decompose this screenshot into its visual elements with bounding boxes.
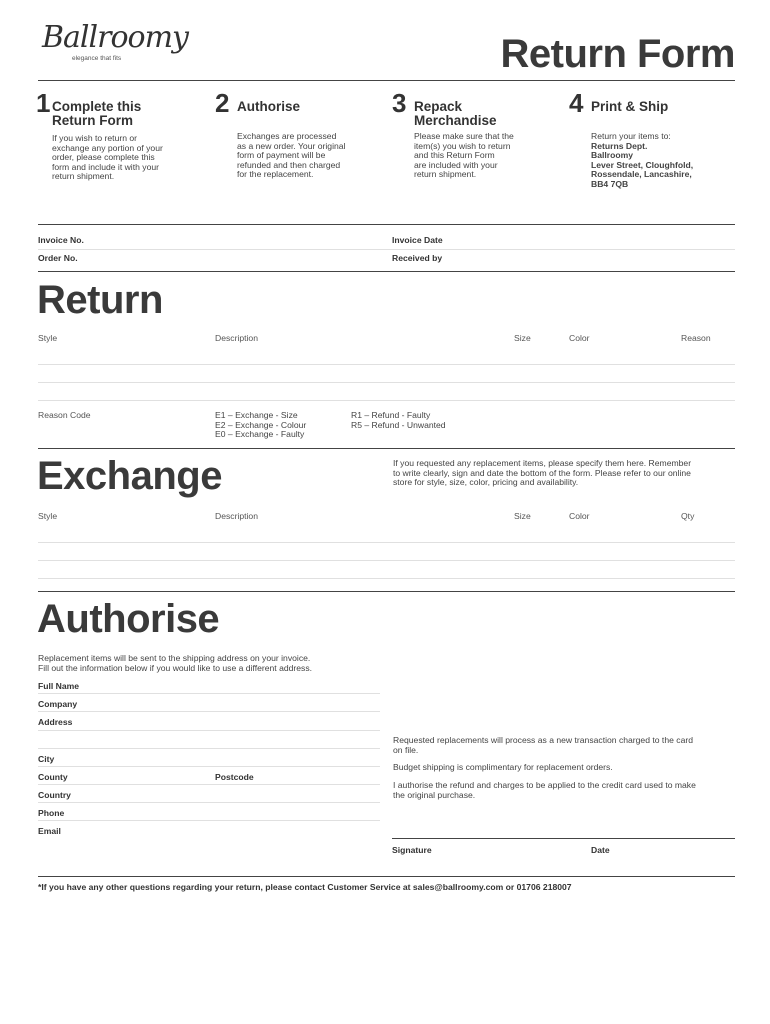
steps-divider (38, 224, 735, 225)
exchange-heading: Exchange (37, 454, 222, 498)
company-label: Company (38, 699, 78, 709)
return-heading: Return (37, 278, 163, 322)
brand-logo (42, 18, 188, 70)
full-name-label: Full Name (38, 681, 80, 691)
logo-tagline: elegance that fits (72, 55, 122, 62)
email-label: Email (38, 826, 61, 836)
address-label: Address (38, 717, 73, 727)
exchange-row-line[interactable] (38, 560, 735, 561)
exchange-note: If you requested any replacement items, please specify them here. Remember to write clearly, sign and date the bottom of the form. Please refer to our online store for style, size, color, pricing and availability. (393, 458, 692, 488)
col-reason: Reason (681, 333, 711, 343)
exchange-divider (38, 591, 735, 592)
date-label: Date (591, 845, 610, 855)
reason-codes-refund: R1 – Refund - Faulty R5 – Refund - Unwanted (351, 410, 446, 430)
authorise-note-replacement: Requested replacements will process as a new transaction charged to the card on file. (393, 735, 693, 755)
phone-field[interactable] (38, 820, 380, 821)
county-field[interactable] (38, 784, 380, 785)
col-qty: Qty (681, 511, 695, 521)
col-size: Size (514, 511, 531, 521)
received-by-label: Received by (392, 253, 443, 263)
footer-divider (38, 876, 735, 877)
logo-wordmark: Ballroomy (42, 20, 188, 55)
authorise-intro: Replacement items will be sent to the shipping address on your invoice. Fill out the information below if you would like to use a different address. (38, 653, 313, 673)
col-color: Color (569, 511, 590, 521)
step-body: Please make sure that the item(s) you wish to return and this Return Form are included with your return shipment. (414, 131, 514, 180)
address-field[interactable] (38, 730, 380, 731)
invoice-line (38, 249, 735, 250)
address-field-2[interactable] (38, 748, 380, 749)
col-style: Style (38, 333, 58, 343)
col-style: Style (38, 511, 58, 521)
return-divider (38, 448, 735, 449)
country-label: Country (38, 790, 71, 800)
col-size: Size (514, 333, 531, 343)
step-title: Repack Merchandise (414, 99, 497, 128)
step-title: Authorise (237, 99, 301, 114)
col-description: Description (215, 511, 258, 521)
exchange-row-line[interactable] (38, 578, 735, 579)
invoice-no-label: Invoice No. (38, 235, 84, 245)
step-body: If you wish to return or exchange any portion of your order, please complete this form and include it with your return shipment. (52, 133, 163, 182)
step-title: Print & Ship (591, 99, 669, 114)
authorise-note-consent: I authorise the refund and charges to be applied to the credit card used to make the original purchase. (393, 780, 696, 800)
postcode-label: Postcode (215, 772, 254, 782)
step-title: Complete this Return Form (52, 99, 142, 128)
county-label: County (38, 772, 68, 782)
full-name-field[interactable] (38, 693, 380, 694)
page-title: Return Form (500, 32, 735, 76)
step-body: Return your items to: Returns Dept. Ballroomy Lever Street, Cloughfold, Rossendale, Lancashire, BB4 7QB (591, 132, 741, 190)
exchange-row-line[interactable] (38, 542, 735, 543)
company-field[interactable] (38, 711, 380, 712)
step-number: 3 (392, 88, 407, 118)
authorise-heading: Authorise (37, 597, 220, 641)
invoice-date-label: Invoice Date (392, 235, 443, 245)
return-row-line[interactable] (38, 364, 735, 365)
return-row-line[interactable] (38, 382, 735, 383)
step-number: 1 (36, 88, 51, 118)
city-field[interactable] (38, 766, 380, 767)
authorise-note-shipping: Budget shipping is complimentary for replacement orders. (393, 762, 613, 772)
order-info-divider (38, 271, 735, 272)
col-description: Description (215, 333, 258, 343)
step-body: Exchanges are processed as a new order. Your original form of payment will be refunded and then charged for the replacement. (237, 131, 346, 180)
order-no-label: Order No. (38, 253, 78, 263)
footer-contact: *If you have any other questions regarding your return, please contact Customer Service at sales@ballroomy.com or 01706 218007 (38, 882, 572, 892)
country-field[interactable] (38, 802, 380, 803)
header-divider (38, 80, 735, 81)
reason-code-label: Reason Code (38, 410, 91, 420)
phone-label: Phone (38, 808, 65, 818)
return-address: Returns Dept. Ballroomy Lever Street, Cloughfold, Rossendale, Lancashire, BB4 7QB (591, 140, 694, 189)
signature-line[interactable] (392, 838, 735, 839)
step-number: 2 (215, 88, 230, 118)
signature-label: Signature (392, 845, 432, 855)
step-number: 4 (569, 88, 584, 118)
city-label: City (38, 754, 55, 764)
reason-codes-exchange: E1 – Exchange - Size E2 – Exchange - Colour E0 – Exchange - Faulty (215, 410, 307, 440)
col-color: Color (569, 333, 590, 343)
return-row-line[interactable] (38, 400, 735, 401)
